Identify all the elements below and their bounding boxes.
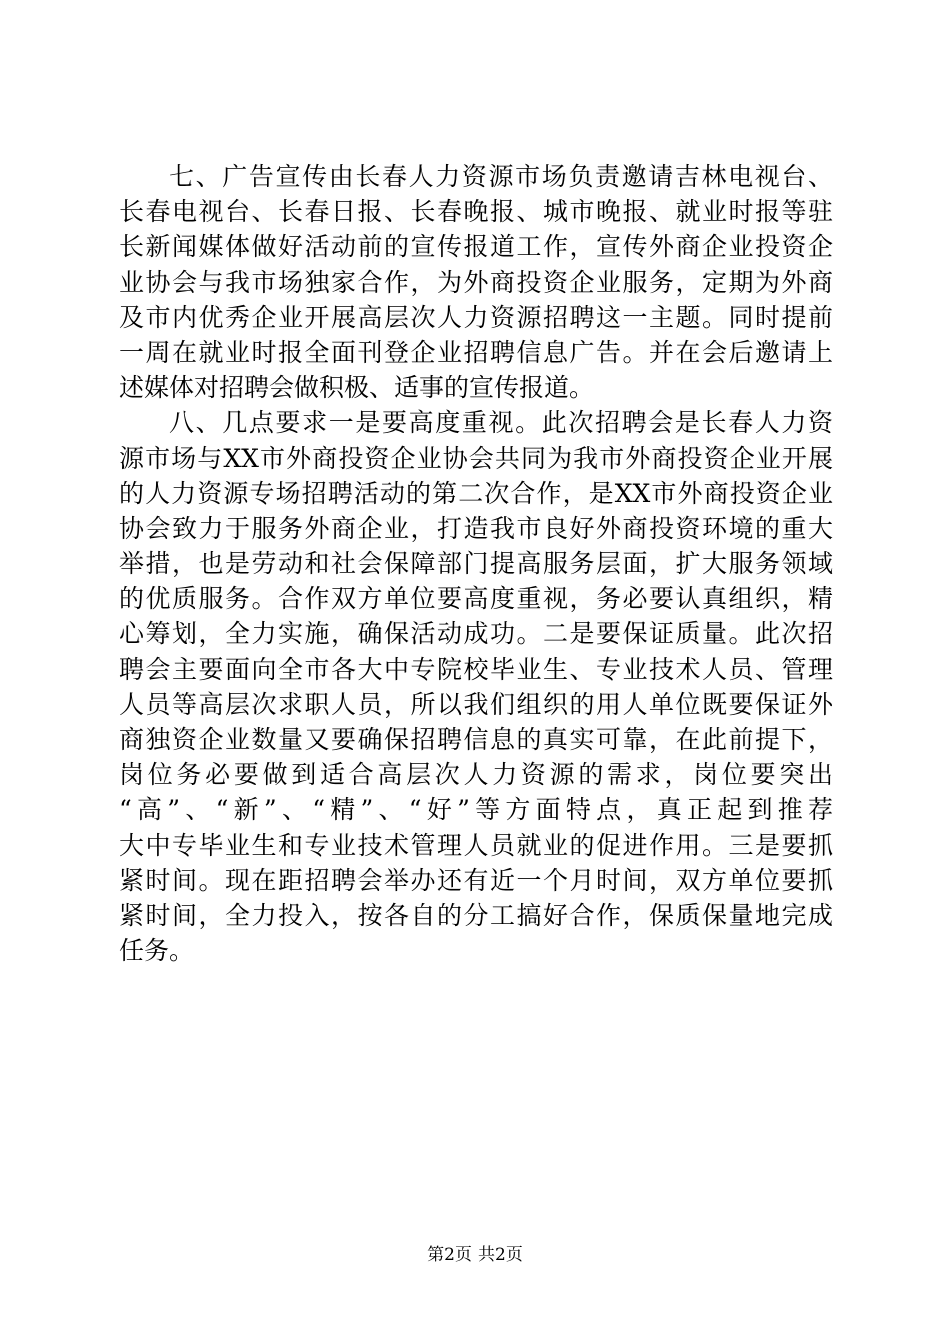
text-line: 及市内优秀企业开展高层次人力资源招聘这一主题。同时提前 xyxy=(119,302,833,332)
text-line: 人员等高层次求职人员，所以我们组织的用人单位既要保证外 xyxy=(119,689,833,719)
page-total: 共2页 xyxy=(478,1245,523,1265)
text-line: 任务。 xyxy=(119,936,195,966)
text-line: 长新闻媒体做好活动前的宣传报道工作，宣传外商企业投资企 xyxy=(119,232,833,262)
text-line: “高”、“新”、“精”、“好”等方面特点，真正起到推荐 xyxy=(119,795,833,825)
paragraph-8 xyxy=(119,405,833,968)
text-line: 的优质服务。合作双方单位要高度重视，务必要认真组织，精 xyxy=(119,584,833,614)
page-number: 第2页 xyxy=(427,1245,472,1265)
text-line: 紧时间。现在距招聘会举办还有近一个月时间，双方单位要抓 xyxy=(119,865,833,895)
text-line: 心筹划，全力实施，确保活动成功。二是要保证质量。此次招 xyxy=(119,619,833,649)
text-line: 一周在就业时报全面刊登企业招聘信息广告。并在会后邀请上 xyxy=(119,337,833,367)
text-line: 源市场与XX市外商投资企业协会共同为我市外商投资企业开展 xyxy=(119,443,833,473)
text-line: 协会致力于服务外商企业，打造我市良好外商投资环境的重大 xyxy=(119,513,833,543)
text-line: 述媒体对招聘会做积极、适事的宣传报道。 xyxy=(119,373,595,403)
text-line: 八、几点要求一是要高度重视。此次招聘会是长春人力资 xyxy=(169,408,833,438)
text-line: 七、广告宣传由长春人力资源市场负责邀请吉林电视台、 xyxy=(169,162,833,191)
page-footer xyxy=(0,1243,950,1267)
document-body xyxy=(119,159,833,968)
paragraph-7 xyxy=(119,159,833,405)
text-line: 商独资企业数量又要确保招聘信息的真实可靠，在此前提下， xyxy=(119,725,833,754)
text-line: 大中专毕业生和专业技术管理人员就业的促进作用。三是要抓 xyxy=(119,830,833,860)
text-line: 业协会与我市场独家合作，为外商投资企业服务，定期为外商 xyxy=(119,267,833,297)
text-line: 长春电视台、长春日报、长春晚报、城市晚报、就业时报等驻 xyxy=(119,197,833,227)
text-line: 岗位务必要做到适合高层次人力资源的需求，岗位要突出 xyxy=(119,760,833,790)
text-line: 举措，也是劳动和社会保障部门提高服务层面，扩大服务领域 xyxy=(119,549,833,579)
text-line: 的人力资源专场招聘活动的第二次合作，是XX市外商投资企业 xyxy=(119,478,833,508)
text-line: 紧时间，全力投入，按各自的分工搞好合作，保质保量地完成 xyxy=(119,900,833,930)
text-line: 聘会主要面向全市各大中专院校毕业生、专业技术人员、管理 xyxy=(119,654,833,684)
